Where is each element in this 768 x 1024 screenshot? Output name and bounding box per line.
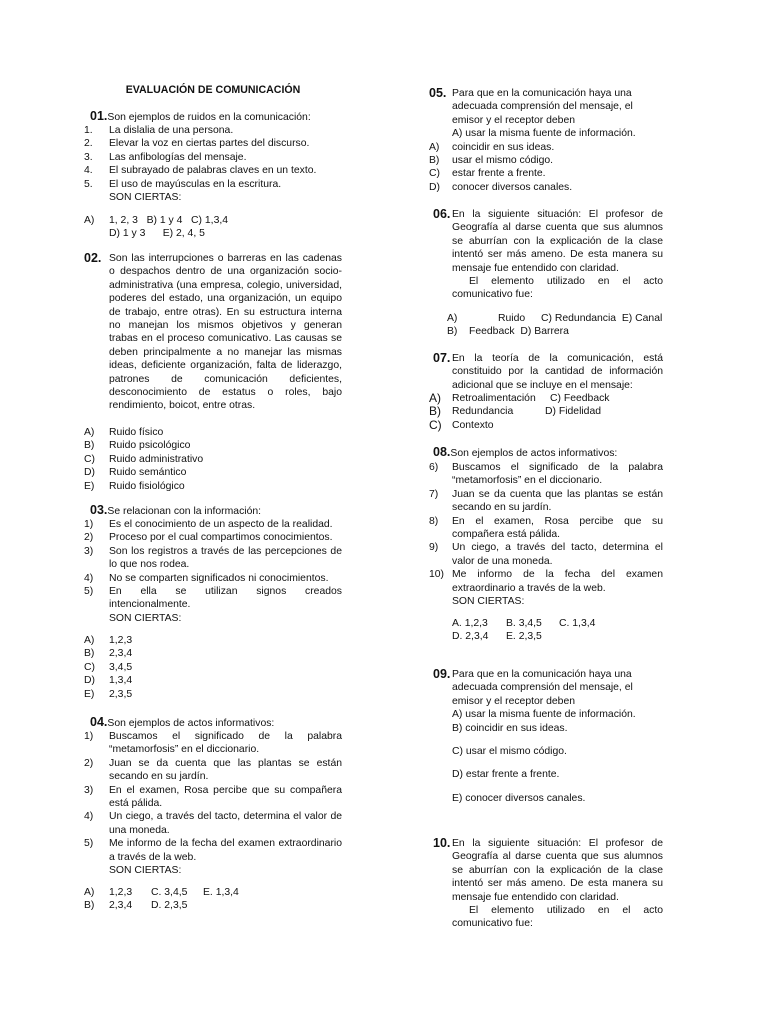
option: D) Barrera <box>520 326 569 338</box>
option: C) Redundancia <box>541 313 617 324</box>
list-item: 5. El uso de mayúsculas en la escritura. <box>84 178 282 190</box>
list-item: 3. Las anfibologías del mensaje. <box>84 151 247 163</box>
q06-options: A) Ruido C) Redundancia E) Canal B) Feedback D) Barrera <box>447 313 663 338</box>
q02-options <box>84 426 342 493</box>
list-item: 1. La dislalia de una persona. <box>84 125 234 136</box>
list-item: A) 1,2,3 <box>84 635 133 646</box>
option: 2,3,4 <box>109 900 133 912</box>
question-number: 05. <box>429 86 447 100</box>
option: Ruido <box>498 313 526 324</box>
option: E. 2,3,5 <box>506 631 542 643</box>
list-item: E) 2,3,5 <box>84 688 133 700</box>
option: C. 1,3,4 <box>559 618 596 629</box>
question-text: En la siguiente situación: El profesor de Geografía al darse cuenta que sus alumnos se aburrían con la explicación de la clase intentó ser más ameno. De esta manera su mensaje fue entendido con claridad. <box>452 209 663 274</box>
question-04 <box>90 716 342 730</box>
list-item: 4. El subrayado de palabras claves en un texto. <box>84 165 317 177</box>
question-08 <box>433 446 663 460</box>
list-item: B) Ruido psicológico <box>84 440 191 452</box>
list-item: B) coincidir en sus ideas. <box>452 722 568 734</box>
question-09 <box>433 668 663 805</box>
option: E. 1,3,4 <box>203 887 239 898</box>
option: C) 1,3,4 <box>191 215 229 226</box>
question-10 <box>433 837 663 931</box>
list-item: C) estar frente a frente. <box>429 168 546 180</box>
question-number: 10. <box>433 836 451 850</box>
son-ciertas-label: SON CIERTAS: <box>109 612 182 624</box>
list-item: 5) En ella se utilizan signos creados intencionalmente. <box>84 586 342 611</box>
list-item: D) 1,3,4 <box>84 675 133 687</box>
question-text: Son las interrupciones o barreras en las cadenas o despachos dentro de una organización socio-administrativa (una empresa, colegio, universidad, poderes del estado, una organización, un equipo de trabajo, entre otras). En su estructura interna no manejan los mismos objetivos y generan trabas en el proceso comunicativo. Las causas se deben principalmente a no manejar las mismas ideas, deficiente organización, falta de liderazgo, patrones de comunicación deficientes, desconocimiento de estatus o roles, bajo rendimiento, boicot, entre otras. <box>109 253 342 412</box>
question-text: Se relacionan con la información: <box>107 506 262 517</box>
list-item: 6) Buscamos el significado de la palabra “metamorfosis” en el diccionario. <box>429 462 663 487</box>
list-item: A) Ruido físico <box>84 427 164 438</box>
question-number: 01. <box>90 109 108 123</box>
option: B. 3,4,5 <box>506 618 542 629</box>
question-subtext: El elemento utilizado en el acto comunicativo fue: <box>452 905 663 930</box>
q01-items <box>84 124 342 204</box>
list-item: C) 3,4,5 <box>84 661 133 673</box>
question-number: 02. <box>84 251 102 265</box>
question-number: 09. <box>433 667 451 681</box>
list-item: E) Ruido fisiológico <box>84 480 185 492</box>
list-item: D) Ruido semántico <box>84 467 187 479</box>
option: D. 2,3,5 <box>151 900 188 912</box>
list-item: A) usar la misma fuente de información. <box>452 128 636 140</box>
question-text: Son ejemplos de actos informativos: <box>107 718 275 729</box>
q04-items <box>84 730 342 877</box>
question-06 <box>433 208 663 302</box>
option: C. 3,4,5 <box>151 887 188 898</box>
son-ciertas-label: SON CIERTAS: <box>109 192 182 204</box>
list-item: 8) En el examen, Rosa percibe que su compañera está pálida. <box>429 515 663 541</box>
option: 1,2,3 <box>109 887 133 898</box>
list-item: 2) Juan se da cuenta que las plantas se están secando en su jardín. <box>84 757 342 783</box>
list-item: 4) Un ciego, a través del tacto, determina el valor de una moneda. <box>84 811 342 836</box>
page-title: EVALUACIÓN DE COMUNICACIÓN <box>125 84 301 96</box>
q07-options <box>429 392 663 432</box>
list-item: 3) En el examen, Rosa percibe que su compañera está pálida. <box>84 784 342 810</box>
list-item: A) usar la misma fuente de información. <box>452 709 636 721</box>
list-item: D) conocer diversos canales. <box>429 181 573 193</box>
option: D. 2,3,4 <box>452 631 489 643</box>
option: A. 1,2,3 <box>452 618 488 629</box>
option: E) 2, 4, 5 <box>162 228 205 240</box>
option: E) Canal <box>621 313 663 324</box>
list-item: A) Retroalimentación C) Feedback <box>429 391 610 405</box>
question-03 <box>90 504 342 518</box>
list-item: A) coincidir en sus ideas. <box>429 141 555 153</box>
q03-options <box>84 634 342 701</box>
question-01 <box>90 110 342 124</box>
list-item: 10) Me informo de la fecha del examen extraordinario a través de la web. <box>429 569 663 594</box>
q01-options: A) 1, 2, 3 B) 1 y 4 C) 1,3,4 D) 1 y 3 E) 2, 4, 5 <box>84 215 229 240</box>
q03-items <box>84 518 342 625</box>
list-item: 1) Es el conocimiento de un aspecto de la realidad. <box>84 519 333 530</box>
q08-items <box>429 461 663 608</box>
list-item: C) usar el mismo código. <box>452 746 567 758</box>
list-item: 9) Un ciego, a través del tacto, determina el valor de una moneda. <box>429 542 663 567</box>
question-subtext: El elemento utilizado en el acto comunicativo fue: <box>452 276 663 301</box>
question-number: 04. <box>90 715 108 729</box>
question-number: 08. <box>433 445 451 459</box>
question-text: En la siguiente situación: El profesor de Geografía al darse cuenta que sus alumnos se aburrían con la explicación de la clase intentó ser más ameno. De esta manera su mensaje fue entendido con claridad. <box>452 838 663 903</box>
list-item: 3) Son los registros a través de las percepciones de lo que nos rodea. <box>84 545 342 571</box>
son-ciertas-label: SON CIERTAS: <box>452 596 525 608</box>
question-text: Para que en la comunicación haya una adecuada comprensión del mensaje, el emisor y el receptor deben <box>452 88 633 126</box>
list-item: 1) Buscamos el significado de la palabra “metamorfosis” en el diccionario. <box>84 731 342 756</box>
question-07 <box>433 352 663 392</box>
q04-options: A) 1,2,3 C. 3,4,5 E. 1,3,4 B) 2,3,4 D. 2,3,5 <box>84 887 239 912</box>
option: Feedback <box>469 326 515 338</box>
list-item: 4) No se comparten significados ni conocimientos. <box>84 572 329 584</box>
list-item: C) Ruido administrativo <box>84 453 204 465</box>
question-number: 07. <box>433 351 451 365</box>
question-text: Para que en la comunicación haya una adecuada comprensión del mensaje, el emisor y el receptor deben <box>452 669 633 707</box>
question-number: 03. <box>90 503 108 517</box>
list-item: B) Redundancia D) Fidelidad <box>429 404 602 419</box>
question-text: Son ejemplos de actos informativos: <box>450 448 618 459</box>
list-item: D) estar frente a frente. <box>452 769 560 781</box>
question-text: En la teoría de la comunicación, está constituido por la cantidad de información adicional que se incluye en el mensaje: <box>452 353 663 391</box>
question-text: Son ejemplos de ruidos en la comunicación: <box>107 112 311 123</box>
question-number: 06. <box>433 207 451 221</box>
list-item: 7) Juan se da cuenta que las plantas se están secando en su jardín. <box>429 488 663 514</box>
list-item: E) conocer diversos canales. <box>452 792 586 804</box>
option: 1, 2, 3 <box>109 215 138 226</box>
q08-options <box>452 617 663 644</box>
list-item: 5) Me informo de la fecha del examen extraordinario a través de la web. <box>84 838 342 863</box>
list-item: B) usar el mismo código. <box>429 155 554 167</box>
option: B) 1 y 4 <box>146 215 183 226</box>
list-item: B) 2,3,4 <box>84 648 133 660</box>
list-item: 2) Proceso por el cual compartimos conocimientos. <box>84 532 333 544</box>
question-02 <box>84 252 342 413</box>
son-ciertas-label: SON CIERTAS: <box>109 865 182 877</box>
option: D) 1 y 3 <box>109 228 146 240</box>
list-item: C) Contexto <box>429 417 494 432</box>
list-item: 2. Elevar la voz en ciertas partes del discurso. <box>84 138 310 150</box>
question-05 <box>429 87 663 194</box>
